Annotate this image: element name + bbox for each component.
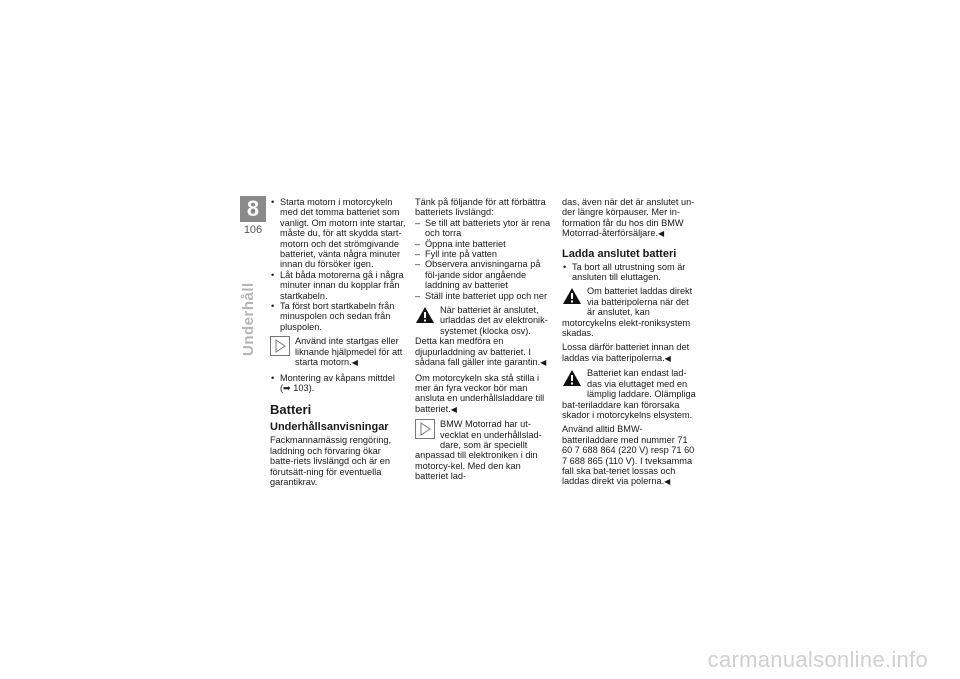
end-mark: ◀	[450, 404, 457, 414]
paragraph-text: Om motorcykeln ska stå stilla i mer än fyra veckor bör man ansluta en underhållsladdare till batteriet.	[415, 372, 545, 414]
dash-item: – Ställ inte batteriet upp och ner	[415, 291, 551, 301]
column-1	[270, 197, 406, 487]
section-title	[236, 248, 266, 358]
list-item: • Låt båda motorerna gå i några minuter innan du kopplar från startkabeln.	[270, 270, 406, 301]
paragraph-text: Lossa därför batteriet innan det laddas via batteripolerna.	[562, 342, 690, 363]
paragraph	[562, 197, 698, 240]
warning-note	[562, 368, 698, 420]
info-note	[415, 419, 551, 481]
subheading-charge: Ladda anslutet batteri	[562, 247, 677, 260]
list-item: • Starta motorn i motorcykeln med det tomma batteriet som vanligt. Om motorn inte startar, måste du, för att skydda start-motorn och det strömgivande batteriet, vänta några minuter innan du försöker igen.	[270, 197, 406, 270]
chapter-marker	[240, 196, 266, 236]
end-mark: ◀	[664, 477, 671, 487]
end-mark: ◀	[658, 229, 665, 239]
end-mark: ◀	[664, 353, 671, 363]
dash-item: – Se till att batteriets ytor är rena och torra	[415, 218, 551, 239]
list-item: • Montering av kåpans mittdel (➡ 103).	[270, 373, 406, 394]
warning-icon	[562, 286, 582, 306]
warning-icon	[562, 368, 582, 388]
page-number: 106	[243, 224, 263, 236]
warning-text: När batteriet är anslutet, urladdas det av elektronik-systemet (klocka osv). Detta kan medföra en djupurladdning av batteriet. I sådana fall gäller inte garantin.	[415, 305, 548, 368]
column-3	[562, 197, 698, 488]
note-text: Använd inte startgas eller liknande hjälpmedel för att starta motorn.	[295, 336, 403, 368]
paragraph-text: Använd alltid BMW-batteriladdare med nummer 71 60 7 688 864 (220 V) resp 71 60 7 688 865 (110 V). I tveksamma fall ska bat-teriet lossas och laddas direkt via polerna.	[562, 424, 695, 487]
paragraph	[415, 373, 551, 416]
warning-note	[415, 305, 551, 368]
dash-item: – Öppna inte batteriet	[415, 239, 551, 249]
chapter-number: 8	[240, 196, 266, 222]
warning-note	[562, 286, 698, 338]
note-text: BMW Motorrad har ut-vecklat en underhållslad-dare, som är speciellt anpassad till elektroniken i din motorcy-kel. Med den kan batteriet lad-	[415, 419, 542, 482]
paragraph	[562, 342, 698, 364]
end-mark: ◀	[540, 358, 547, 368]
section-title-text: Underhåll	[240, 282, 257, 356]
note-icon	[415, 419, 435, 439]
warning-text: Batteriet kan endast lad-das via eluttaget med en lämplig laddare. Olämpliga bat-teriladdare kan förorsaka skador i motorcykelns elsystem.	[562, 368, 696, 420]
watermark: carmanualsonline.info	[707, 647, 928, 672]
info-note	[270, 336, 406, 368]
paragraph-text: das, även när det är anslutet un-der längre körpauser. Mer in-formation får du hos din BMW Motorrad-återförsäljare.	[562, 197, 695, 239]
end-mark: ◀	[351, 358, 358, 368]
subheading-maintenance: Underhållsanvisningar	[270, 421, 389, 434]
dash-item: – Observera anvisningarna på föl-jande sidor angående laddning av batteriet	[415, 259, 551, 290]
warning-text: Om batteriet laddas direkt via batteripolerna när det är anslutet, kan motorcykelns elekt-roniksystem skadas.	[562, 286, 693, 339]
warning-icon	[415, 305, 435, 325]
paragraph	[562, 424, 698, 487]
list-item: • Ta bort all utrustning som är ansluten till eluttagen.	[562, 262, 698, 283]
dash-item: – Fyll inte på vatten	[415, 249, 551, 259]
note-icon	[270, 336, 290, 356]
column-2	[415, 197, 551, 486]
heading-batteri: Batteri	[270, 402, 312, 418]
paragraph: Fackmannamässig rengöring, laddning och förvaring ökar batte-riets livslängd och är en förutsätt-ning för eventuella garantikrav.	[270, 435, 392, 487]
paragraph: Tänk på följande för att förbättra batteriets livslängd:	[415, 197, 546, 218]
list-item: • Ta först bort startkabeln från minuspolen och sedan från pluspolen.	[270, 301, 406, 332]
